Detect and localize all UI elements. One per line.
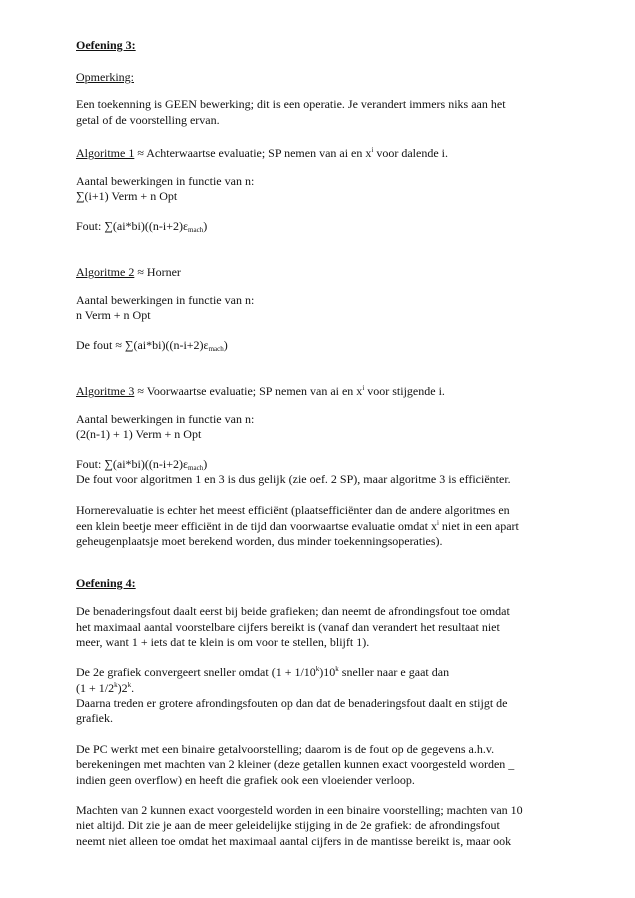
- superscript: i: [436, 519, 439, 527]
- oef4-p2-line-1: [76, 665, 449, 679]
- oef4-p1-line-3: meer, want 1 + iets dat te klein is om voor te stellen, blijft 1).: [76, 635, 370, 649]
- oef4-p1-line-2: het maximaal aantal voorstelbare cijfers bereikt is (vanaf dan verandert het resultaat niet: [76, 620, 500, 634]
- oef4-p3-line-1: De PC werkt met een binaire getalvoorstelling; daarom is de fout op de gegevens a.h.v.: [76, 742, 495, 756]
- algoritme-1-line: [76, 146, 448, 160]
- oef4-p2-line-3: Daarna treden er grotere afrondingsfouten op dan dat de benaderingsfout daalt en stijgt de: [76, 696, 508, 710]
- horner-line-1: Hornerevaluatie is echter het meest efficiënt (plaatsefficiënter dan de andere algoritmes en: [76, 503, 510, 517]
- oef4-p4-line-3: neemt niet alleen toe omdat het maximaal aantal cijfers in de mantisse bereikt is, maar ook: [76, 834, 512, 848]
- alg1-error-end: ): [203, 219, 208, 233]
- alg3-error-text: Fout: ∑(ai*bi)((n-i+2)ε: [76, 457, 189, 471]
- superscript: i: [362, 384, 365, 392]
- alg-compare: De fout voor algoritmen 1 en 3 is dus gelijk (zie oef. 2 SP), maar algoritme 3 is efficiënter.: [76, 472, 511, 486]
- oef4-p3-line-2: berekeningen met machten van 2 kleiner (deze getallen kunnen exact voorgesteld worden _: [76, 757, 515, 771]
- algoritme-2-label: Algoritme 2: [76, 265, 135, 279]
- subscript: mach: [188, 464, 204, 472]
- alg2-error: [76, 338, 228, 352]
- opmerking-label: Opmerking:: [76, 70, 134, 84]
- p2-text: (1 + 1/2: [76, 681, 115, 695]
- algoritme-1-desc: ≈ Achterwaartse evaluatie; SP nemen van ai en x: [134, 146, 372, 160]
- alg3-error: [76, 457, 207, 471]
- oef4-p2-line-2: [76, 681, 134, 695]
- alg3-count-formula: (2(n-1) + 1) Verm + n Opt: [76, 427, 202, 441]
- superscript: k: [335, 665, 339, 673]
- algoritme-2-desc: ≈ Horner: [134, 265, 181, 279]
- algoritme-3-line: [76, 384, 445, 398]
- oef4-p4-line-1: Machten van 2 kunnen exact voorgesteld worden in een binaire voorstelling; machten van 10: [76, 803, 523, 817]
- alg2-error-end: ): [223, 338, 228, 352]
- oef4-p2-line-4: grafiek.: [76, 711, 113, 725]
- alg2-count-label: Aantal bewerkingen in functie van n:: [76, 293, 255, 307]
- toekenning-line-1: Een toekenning is GEEN bewerking; dit is een operatie. Je verandert immers niks aan het: [76, 97, 506, 111]
- alg3-count-label: Aantal bewerkingen in functie van n:: [76, 412, 255, 426]
- alg1-count-label: Aantal bewerkingen in functie van n:: [76, 174, 255, 188]
- horner-line-2-end: niet in een apart: [438, 519, 519, 533]
- alg1-count-formula: ∑(i+1) Verm + n Opt: [76, 189, 178, 203]
- horner-line-2: [76, 519, 519, 533]
- p2-text: .: [131, 681, 135, 695]
- horner-line-3: geheugenplaatsje moet berekend worden, dus minder toekenningsoperaties).: [76, 534, 443, 548]
- superscript: k: [127, 681, 132, 689]
- alg3-error-end: ): [203, 457, 208, 471]
- oefening-3-heading: Oefening 3:: [76, 38, 136, 52]
- p2-text: )2: [117, 681, 128, 695]
- p2-text: De 2e grafiek convergeert sneller omdat (1 + 1/10: [76, 665, 316, 679]
- superscript: k: [315, 665, 320, 673]
- algoritme-3-desc-end: voor stijgende i.: [364, 384, 445, 398]
- oef4-p1-line-1: De benaderingsfout daalt eerst bij beide grafieken; dan neemt de afrondingsfout toe omdat: [76, 604, 510, 618]
- algoritme-2-line: [76, 265, 181, 279]
- toekenning-line-2: getal of de voorstelling ervan.: [76, 113, 220, 127]
- algoritme-1-label: Algoritme 1: [76, 146, 135, 160]
- algoritme-3-desc: ≈ Voorwaartse evaluatie; SP nemen van ai en x: [134, 384, 363, 398]
- subscript: mach: [208, 345, 224, 353]
- oef4-p3-line-3: indien geen overflow) en heeft die grafiek ook een vloeiender verloop.: [76, 773, 415, 787]
- alg1-error-text: Fout: ∑(ai*bi)((n-i+2)ε: [76, 219, 189, 233]
- alg1-error: [76, 219, 207, 233]
- subscript: mach: [188, 226, 204, 234]
- oefening-4-heading: Oefening 4:: [76, 576, 136, 590]
- alg2-error-text: De fout ≈ ∑(ai*bi)((n-i+2)ε: [76, 338, 209, 352]
- superscript: k: [114, 681, 118, 689]
- superscript: i: [371, 146, 374, 154]
- p2-text: )10: [319, 665, 336, 679]
- alg2-count-formula: n Verm + n Opt: [76, 308, 151, 322]
- horner-line-2-text: een klein beetje meer efficiënt in de tijd dan voorwaartse evaluatie omdat x: [76, 519, 437, 533]
- algoritme-1-desc-end: voor dalende i.: [373, 146, 448, 160]
- p2-text: sneller naar e gaat dan: [338, 665, 450, 679]
- oef4-p4-line-2: niet altijd. Dit zie je aan de meer geleidelijke stijging in de 2e grafiek: de afrondingsfout: [76, 818, 500, 832]
- algoritme-3-label: Algoritme 3: [76, 384, 135, 398]
